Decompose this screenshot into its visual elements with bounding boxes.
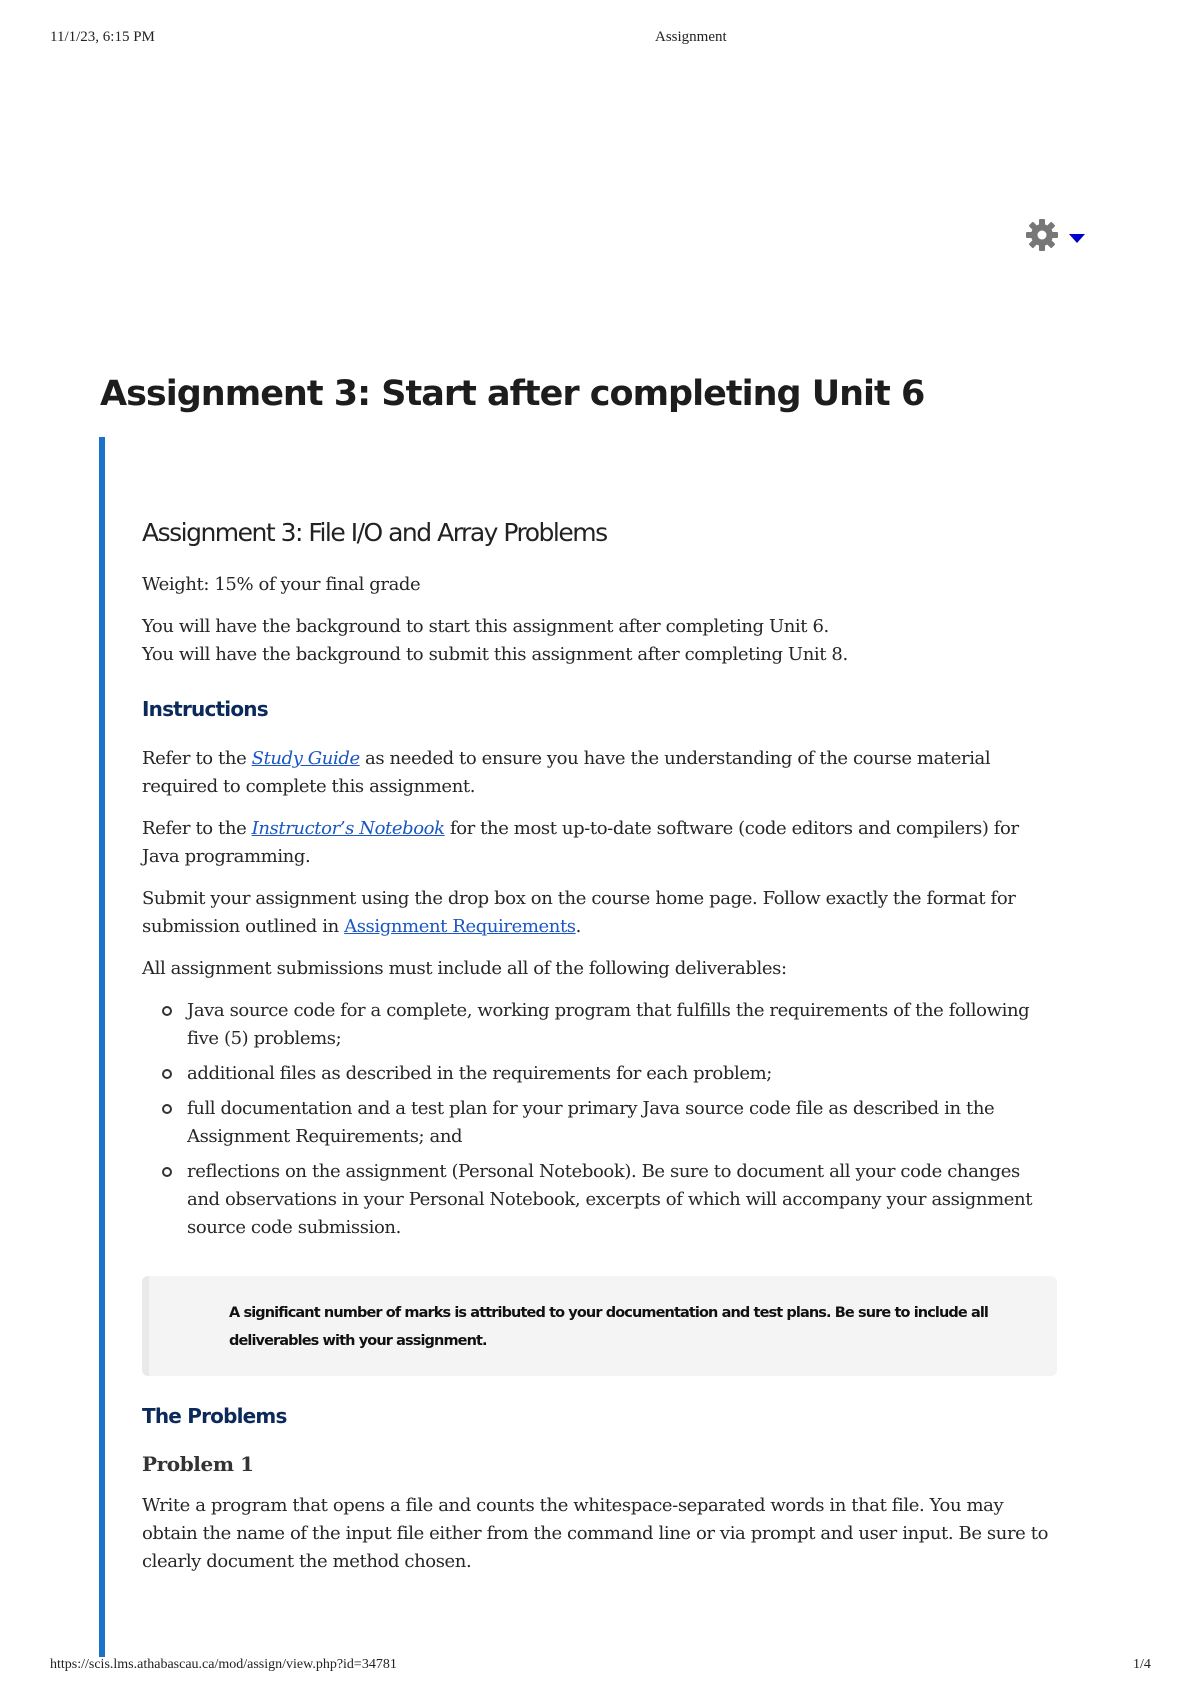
instruction-text: Submit your assignment using the drop box on the course home page. Follow exactly the format for submission outlined in (142, 888, 1016, 937)
print-footer-url: https://scis.lms.athabascau.ca/mod/assign/view.php?id=34781 (50, 1657, 397, 1672)
list-item-text: reflections on the assignment (Personal Notebook). Be sure to document all your code changes and observations in your Personal Notebook, excerpts of which will accompany your assignment source code submission. (187, 1161, 1033, 1238)
instruction-instructors-notebook (142, 815, 1057, 871)
instructions-heading: Instructions (142, 697, 268, 721)
bullet-icon (162, 1006, 172, 1016)
list-item (142, 1060, 1057, 1088)
instruction-text: for the most up-to-date software (code editors and compilers) for Java programming. (142, 818, 1019, 867)
study-guide-link[interactable]: Study Guide (251, 748, 360, 769)
instruction-study-guide (142, 745, 1057, 801)
list-item-text: full documentation and a test plan for your primary Java source code file as described in the Assignment Requirements; and (187, 1098, 995, 1147)
problems-heading: The Problems (142, 1404, 287, 1428)
problem-1-title: Problem 1 (142, 1452, 254, 1476)
print-header-title: Assignment (655, 29, 727, 45)
list-item (142, 1095, 1057, 1151)
background-text (142, 613, 1057, 669)
background-start: You will have the background to start this assignment after completing Unit 6. (142, 616, 829, 637)
intro-accent-bar (99, 437, 105, 1657)
instruction-text: as needed to ensure you have the understanding of the course material required to complete this assignment. (142, 748, 991, 797)
problem-1-text: Write a program that opens a file and counts the whitespace-separated words in that file. You may obtain the name of the input file either from the command line or via prompt and user input. Be sure to clearly document the method chosen. (142, 1495, 1049, 1572)
list-item (142, 1158, 1057, 1242)
instruction-text: Refer to the (142, 818, 252, 839)
bullet-icon (162, 1104, 172, 1114)
deliverables-intro: All assignment submissions must include all of the following deliverables: (142, 958, 787, 979)
note-text: A significant number of marks is attributed to your documentation and test plans. Be sure to include all deliverables with your assignment. (229, 1305, 989, 1349)
assignment-heading: Assignment 3: File I/O and Array Problems (142, 518, 607, 547)
bullet-icon (162, 1069, 172, 1079)
gear-icon (1025, 218, 1059, 257)
instructors-notebook-link[interactable]: Instructor’s Notebook (251, 818, 445, 839)
print-header-datetime: 11/1/23, 6:15 PM (50, 29, 155, 45)
documentation-note (142, 1276, 1057, 1376)
instruction-text: Refer to the (142, 748, 252, 769)
chevron-down-icon (1069, 234, 1085, 243)
bullet-icon (162, 1167, 172, 1177)
page-title: Assignment 3: Start after completing Unit 6 (100, 374, 925, 414)
list-item (142, 997, 1057, 1053)
print-footer-page: 1/4 (1133, 1657, 1151, 1672)
actions-menu-button[interactable] (1025, 218, 1085, 257)
weight-text: Weight: 15% of your final grade (142, 574, 421, 595)
instruction-text: . (575, 916, 581, 937)
list-item-text: Java source code for a complete, working program that fulfills the requirements of the following five (5) problems; (187, 1000, 1030, 1049)
background-submit: You will have the background to submit this assignment after completing Unit 8. (142, 644, 848, 665)
instruction-submission (142, 885, 1057, 941)
deliverables-list (142, 997, 1057, 1242)
list-item-text: additional files as described in the requirements for each problem; (187, 1063, 772, 1084)
assignment-intro (142, 518, 1057, 1590)
assignment-requirements-link[interactable]: Assignment Requirements (344, 916, 576, 937)
